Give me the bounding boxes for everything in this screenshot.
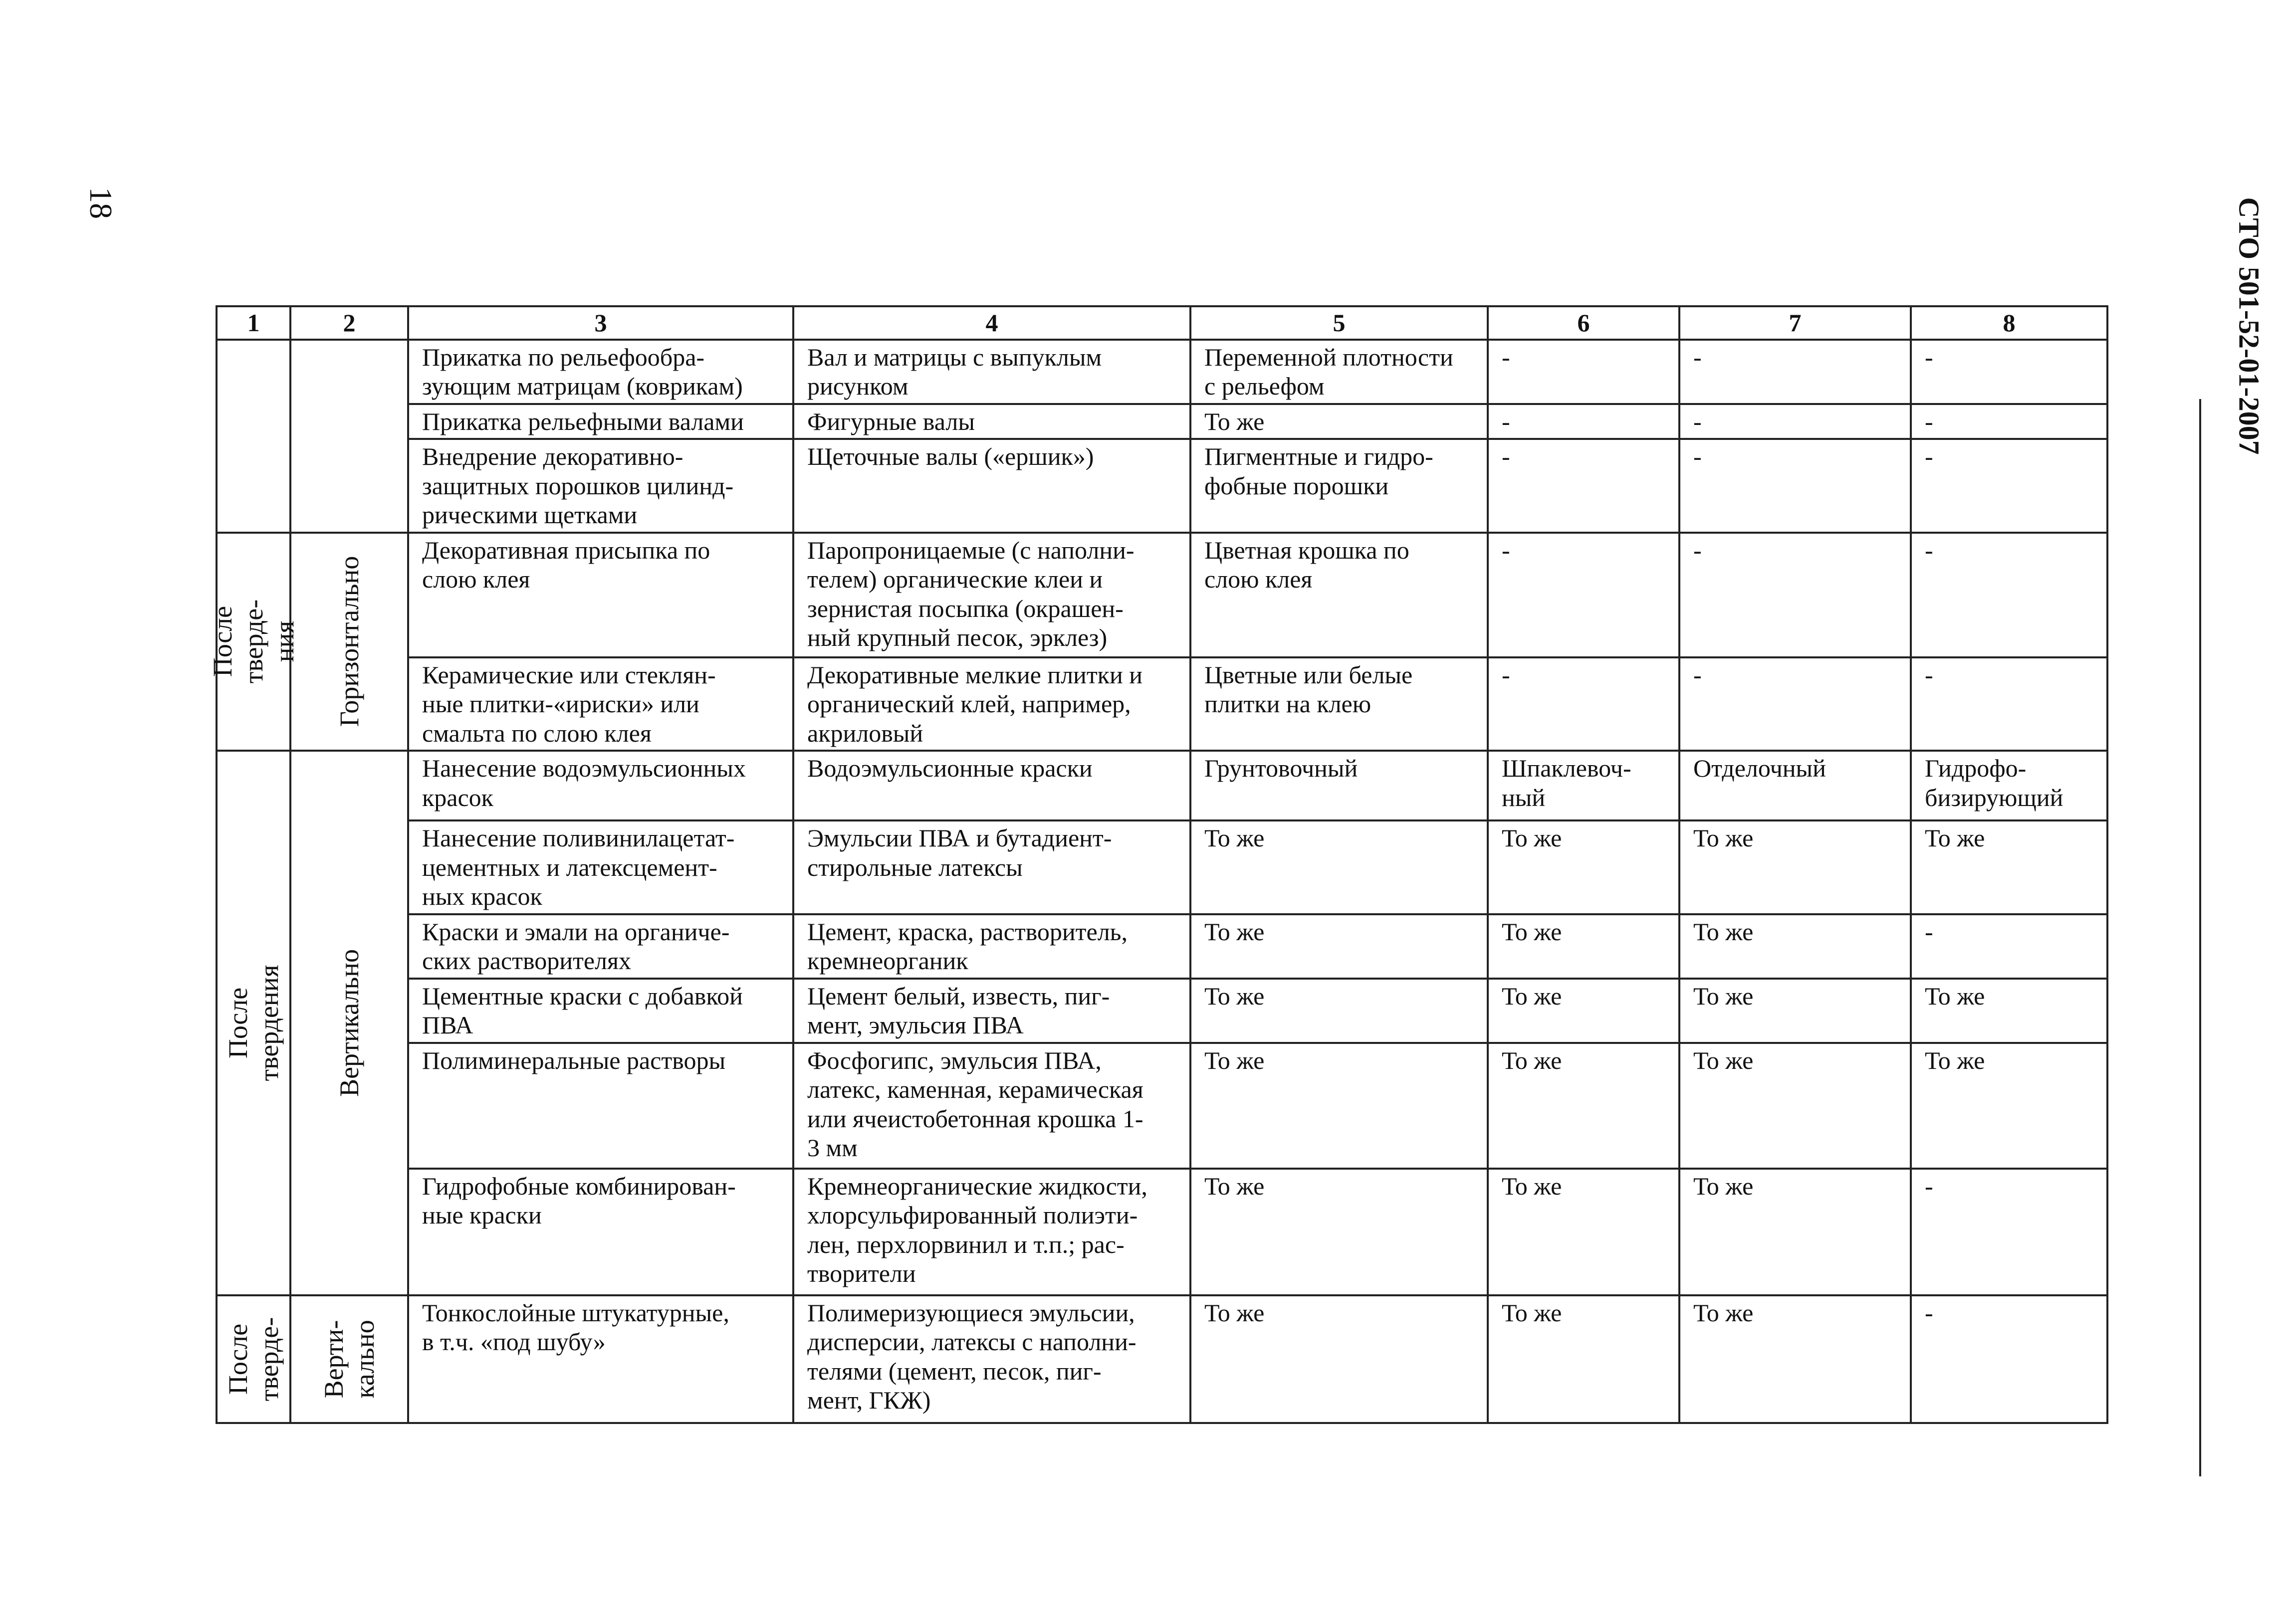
table-cell: - — [1679, 404, 1911, 439]
table-cell: Гидрофо- бизирующий — [1911, 751, 2107, 820]
table-cell: Цветная крошка по слою клея — [1190, 533, 1488, 657]
table-cell: - — [1488, 340, 1679, 404]
table-cell: Вал и матрицы с выпуклым рисунком — [793, 340, 1190, 404]
column-number-3: 3 — [408, 306, 793, 340]
table-cell: - — [1911, 914, 2107, 979]
table-cell: То же — [1679, 1043, 1911, 1169]
table-cell: Декоративные мелкие плитки и органический клей, например, акриловый — [793, 657, 1190, 751]
table-cell: - — [1488, 657, 1679, 751]
group-label: Верти- кально — [318, 1319, 380, 1399]
table-cell: То же — [1488, 979, 1679, 1043]
table-cell: То же — [1488, 914, 1679, 979]
group-label-cell — [217, 340, 290, 533]
table-cell: - — [1911, 340, 2107, 404]
table-cell: То же — [1488, 1169, 1679, 1295]
table-cell: То же — [1911, 820, 2107, 914]
table-cell: Переменной плотности с рельефом — [1190, 340, 1488, 404]
table-row — [217, 1043, 2107, 1169]
table-cell: - — [1679, 439, 1911, 533]
table-row — [217, 340, 2107, 404]
table-cell: То же — [1679, 1169, 1911, 1295]
table-cell: - — [1911, 439, 2107, 533]
group-label: После тверде- ния — [207, 600, 300, 684]
group-label-cell — [290, 1295, 408, 1423]
table-cell: То же — [1190, 979, 1488, 1043]
table-cell: То же — [1679, 979, 1911, 1043]
table-cell: Прикатка по рельефообра- зующим матрицам (коврикам) — [408, 340, 793, 404]
table-cell: Полиминеральные растворы — [408, 1043, 793, 1169]
table-row — [217, 657, 2107, 751]
finishing-methods-table — [207, 305, 2108, 1424]
table-cell: То же — [1190, 1295, 1488, 1423]
table-cell: Щеточные валы («ершик») — [793, 439, 1190, 533]
table-cell: Прикатка рельефными валами — [408, 404, 793, 439]
document-code: СТО 501-52-01-2007 — [2233, 197, 2266, 455]
table-cell: Фосфогипс, эмульсия ПВА, латекс, каменная, керамическая или ячеистобетонная крошка 1- 3 мм — [793, 1043, 1190, 1169]
table-cell: Тонкослойные штукатурные, в т.ч. «под шубу» — [408, 1295, 793, 1423]
column-number-8: 8 — [1911, 306, 2107, 340]
group-label: Вертикально — [334, 949, 364, 1097]
table-cell: Цемент, краска, растворитель, кремнеорганик — [793, 914, 1190, 979]
group-label: Горизонтально — [334, 556, 364, 727]
table-cell: - — [1488, 404, 1679, 439]
table-cell: - — [1911, 1295, 2107, 1423]
table-cell: Нанесение поливинилацетат- цементных и латексцемент- ных красок — [408, 820, 793, 914]
table-cell: Цемент белый, известь, пиг- мент, эмульсия ПВА — [793, 979, 1190, 1043]
table-row — [217, 404, 2107, 439]
table-cell: То же — [1488, 1295, 1679, 1423]
column-number-2: 2 — [290, 306, 408, 340]
table-cell: То же — [1679, 820, 1911, 914]
table-cell: Паропроницаемые (с наполни- телем) органические клеи и зернистая посыпка (окрашен- ный крупный песок, эрклез) — [793, 533, 1190, 657]
table-row — [217, 439, 2107, 533]
table-row — [217, 1295, 2107, 1423]
header-row — [217, 306, 2107, 340]
table-cell: То же — [1190, 820, 1488, 914]
table-cell: Полимеризующиеся эмульсии, дисперсии, латексы с наполни- телями (цемент, песок, пиг- мент, ГКЖ) — [793, 1295, 1190, 1423]
table-row — [217, 1169, 2107, 1295]
table-cell: То же — [1911, 979, 2107, 1043]
table-cell: То же — [1190, 1169, 1488, 1295]
margin-rule — [2199, 399, 2201, 1476]
table-cell: Керамические или стеклян- ные плитки-«ириски» или смальта по слою клея — [408, 657, 793, 751]
table-cell: То же — [1679, 1295, 1911, 1423]
group-label-cell — [217, 751, 290, 1295]
table-cell: Внедрение декоративно- защитных порошков цилинд- рическими щетками — [408, 439, 793, 533]
column-number-1: 1 — [217, 306, 290, 340]
table-cell: - — [1911, 1169, 2107, 1295]
table-cell: Кремнеорганические жидкости, хлорсульфированный полиэти- лен, перхлорвинил и т.п.; рас- творители — [793, 1169, 1190, 1295]
group-label-cell — [290, 533, 408, 751]
group-label: После твердения — [223, 965, 284, 1081]
column-number-4: 4 — [793, 306, 1190, 340]
table-cell: - — [1679, 340, 1911, 404]
table-cell: Эмульсии ПВА и бутадиент- стирольные латексы — [793, 820, 1190, 914]
column-number-6: 6 — [1488, 306, 1679, 340]
table-cell: То же — [1190, 404, 1488, 439]
table-cell: То же — [1488, 1043, 1679, 1169]
table-row — [217, 979, 2107, 1043]
table-cell: - — [1488, 533, 1679, 657]
table-cell: - — [1911, 533, 2107, 657]
group-label-cell — [290, 340, 408, 533]
table-cell: Грунтовочный — [1190, 751, 1488, 820]
table-cell: То же — [1679, 914, 1911, 979]
table-cell: Гидрофобные комбинирован- ные краски — [408, 1169, 793, 1295]
table-cell: Цементные краски с добавкой ПВА — [408, 979, 793, 1043]
page-number: 18 — [83, 187, 119, 219]
group-label: После тверде- — [223, 1317, 284, 1401]
table-row — [217, 914, 2107, 979]
table-cell: Пигментные и гидро- фобные порошки — [1190, 439, 1488, 533]
table-cell: Декоративная присыпка по слою клея — [408, 533, 793, 657]
table-cell: Нанесение водоэмульсионных красок — [408, 751, 793, 820]
table-cell: То же — [1190, 914, 1488, 979]
table-cell: Шпаклевоч- ный — [1488, 751, 1679, 820]
group-label-cell — [290, 751, 408, 1295]
table-cell: Водоэмульсионные краски — [793, 751, 1190, 820]
table-cell: То же — [1190, 1043, 1488, 1169]
column-number-5: 5 — [1190, 306, 1488, 340]
table-cell: То же — [1488, 820, 1679, 914]
group-label-cell — [207, 533, 300, 751]
column-number-7: 7 — [1679, 306, 1911, 340]
table-cell: - — [1911, 657, 2107, 751]
table-cell: - — [1679, 657, 1911, 751]
table-cell: - — [1488, 439, 1679, 533]
table-cell: Цветные или белые плитки на клею — [1190, 657, 1488, 751]
table-cell: Фигурные валы — [793, 404, 1190, 439]
table-cell: Отделочный — [1679, 751, 1911, 820]
table-row — [217, 533, 2107, 657]
group-label-cell — [217, 1295, 290, 1423]
table-cell: - — [1679, 533, 1911, 657]
table-row — [217, 751, 2107, 820]
table-cell: Краски и эмали на органиче- ских растворителях — [408, 914, 793, 979]
table-row — [217, 820, 2107, 914]
table-cell: - — [1911, 404, 2107, 439]
table-cell: То же — [1911, 1043, 2107, 1169]
